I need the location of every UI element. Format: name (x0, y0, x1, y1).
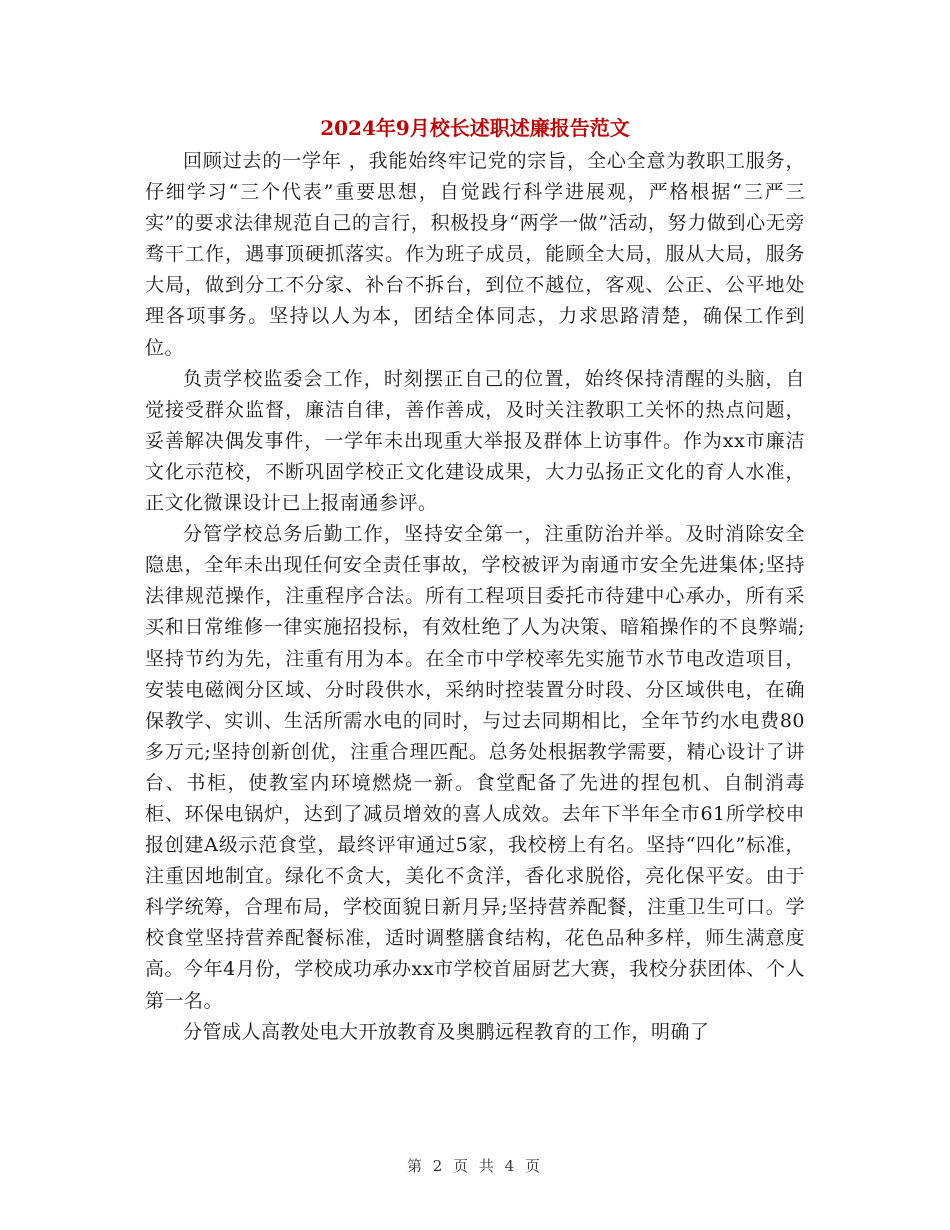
paragraph-4: 分管成人高教处电大开放教育及奥鹏远程教育的工作，明确了 (183, 1020, 710, 1043)
document-title: 2024年9月校长述职述廉报告范文 (320, 116, 630, 140)
paragraph-1: 回顾过去的一学年 ，我能始终牢记党的宗旨，全心全意为教职工服务，仔细学习“三个代表”重要思想，自觉践行科学进展观，严格根据“三严三实”的要求法律规范自己的言行，积极投身“两学一做”活动，努力做到心无旁骛干工作，遇事顶硬抓落实。作为班子成员，能顾全大局，服从大局，服务大局，做到分工不分家、补台不拆台，到位不越位，客观、公正、公平地处理各项事务。坚持以人为本，团结全体同志，力求思路清楚，确保工作到位。 (145, 150, 805, 359)
document-body (145, 146, 805, 1048)
paragraph-2: 负责学校监委会工作，时刻摆正自己的位置，始终保持清醒的头脑，自觉接受群众监督，廉洁自律，善作善成，及时关注教职工关怀的热点问题，妥善解决偶发事件，一学年未出现重大举报及群体上访事件。作为xx市廉洁文化示范校，不断巩固学校正文化建设成果，大力弘扬正文化的育人水准，正文化微课设计已上报南通参评。 (145, 367, 805, 515)
page-number-footer: 第 2 页 共 4 页 (407, 1157, 543, 1175)
paragraph-3: 分管学校总务后勤工作，坚持安全第一，注重防治并举。及时消除安全隐患，全年未出现任何安全责任事故，学校被评为南通市安全先进集体;坚持法律规范操作，注重程序合法。所有工程项目委托市待建中心承办，所有采买和日常维修一律实施招投标，有效杜绝了人为决策、暗箱操作的不良弊端;坚持节约为先，注重有用为本。在全市中学校率先实施节水节电改造项目，安装电磁阀分区域、分时段供水，采纳时控装置分时段、分区域供电，在确保教学、实训、生活所需水电的同时，与过去同期相比，全年节约水电费80多万元;坚持创新创优，注重合理匹配。总务处根据教学需要，精心设计了讲台、书柜，使教室内环境燃烧一新。食堂配备了先进的捏包机、自制消毒柜、环保电锅炉，达到了减员增效的喜人成效。去年下半年全市61所学校申报创建A级示范食堂，最终评审通过5家，我校榜上有名。坚持“四化”标准，注重因地制宜。绿化不贪大，美化不贪洋，香化求脱俗，亮化保平安。由于科学统筹，合理布局，学校面貌日新月异;坚持营养配餐，注重卫生可口。学校食堂坚持营养配餐标准，适时调整膳食结构，花色品种多样，师生满意度高。今年4月份，学校成功承办xx市学校首届厨艺大赛，我校分获团体、个人第一名。 (145, 523, 805, 1012)
